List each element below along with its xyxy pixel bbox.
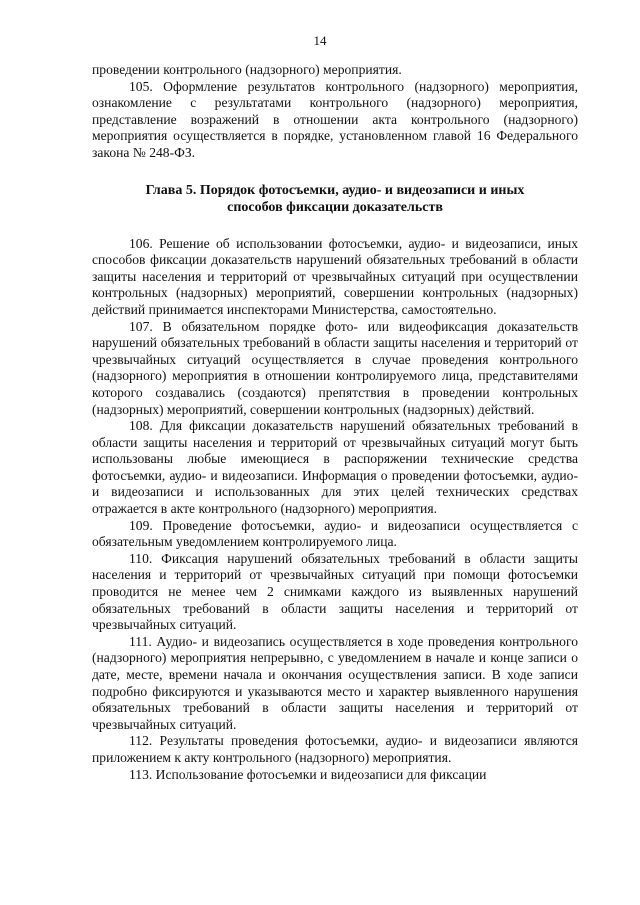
paragraph-110: 110. Фиксация нарушений обязательных требований в области защиты населения и территорий от чрезвычайных ситуаций при помощи фотосъемки проводится не менее чем 2 снимками каждого из выявленных нарушений обязательных требований в области защиты населения и территорий от чрезвычайных ситуаций. [92, 550, 578, 633]
paragraph-107: 107. В обязательном порядке фото- или видеофиксация доказательств нарушений обязательных требований в области защиты населения и территорий от чрезвычайных ситуаций осуществляется в случае проведения контрольного (надзорного) мероприятия в отношении контролируемого лица, представителями которого создавались (создаются) препятствия в проведении контрольных (надзорных) мероприятий, совершении контрольных (надзорных) действий. [92, 318, 578, 417]
paragraph-106: 106. Решение об использовании фотосъемки, аудио- и видеозаписи, иных способов фиксации доказательств нарушений обязательных требований в области защиты населения и территорий от чрезвычайных ситуаций при осуществлении контрольных (надзорных) мероприятий, совершении контрольных (надзорных) действий принимается инспекторами Министерства, самостоятельно. [92, 235, 578, 317]
paragraph-continuation: проведении контрольного (надзорного) мероприятия. [92, 62, 402, 77]
paragraph-109: 109. Проведение фотосъемки, аудио- и видеозаписи осуществляется с обязательным уведомлением контролируемого лица. [92, 517, 578, 550]
paragraph-105: 105. Оформление результатов контрольного (надзорного) мероприятия, ознакомление с результатами контрольного (надзорного) мероприятия, представление возражений в отношении акта контрольного (надзорного) мероприятия осуществляется в порядке, установленном главой 16 Федерального закона № 248-ФЗ. [92, 78, 578, 160]
chapter-title: Глава 5. Порядок фотосъемки, аудио- и видеозаписи и иных способов фиксации доказательств [145, 182, 525, 215]
paragraph-108: 108. Для фиксации доказательств нарушений обязательных требований в области защиты населения и территорий от чрезвычайных ситуаций могут быть использованы любые имеющиеся в распоряжении технические средства фотосъемки, аудио- и видеозаписи. Информация о проведении фотосъемки, аудио- и видеозаписи и использованных для этих целей технических средствах отражается в акте контрольного (надзорного) мероприятия. [92, 418, 578, 517]
paragraph-112: 112. Результаты проведения фотосъемки, аудио- и видеозаписи являются приложением к акту контрольного (надзорного) мероприятия. [92, 733, 578, 765]
paragraph-113: 113. Использование фотосъемки и видеозаписи для фиксации [129, 766, 487, 782]
paragraph-111: 111. Аудио- и видеозапись осуществляется в ходе проведения контрольного (надзорного) мероприятия непрерывно, с уведомлением в начале и конце записи о дате, месте, времени начала и окончания осуществления записи. В ходе записи подробно фиксируются и указываются место и характер выявленного нарушения обязательных требований в области защиты населения и территорий от чрезвычайных ситуаций. [92, 633, 578, 732]
document-body [92, 62, 578, 783]
page-number: 14 [313, 33, 327, 48]
